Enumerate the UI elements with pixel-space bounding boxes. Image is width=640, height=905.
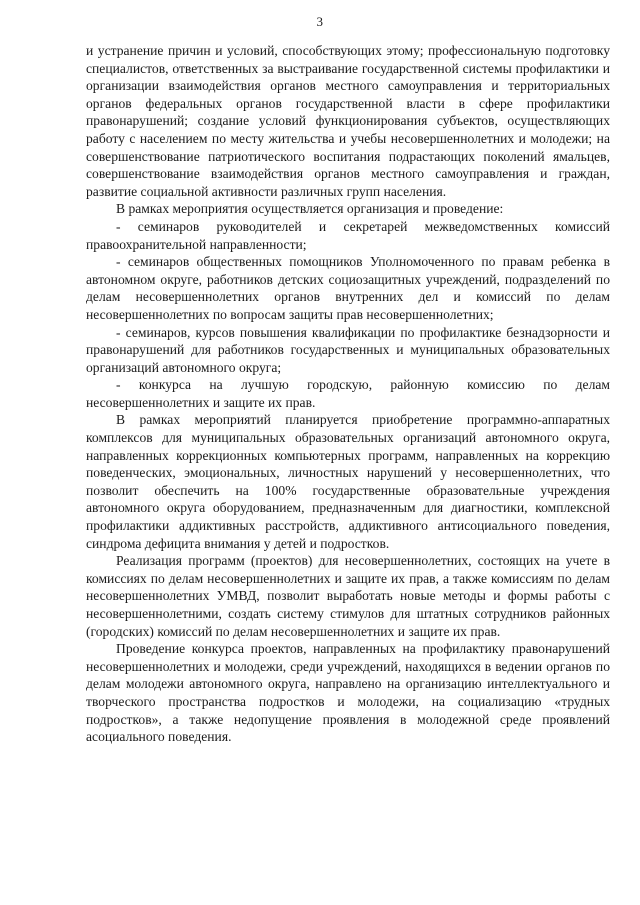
list-item-seminars-assistants: - семинаров общественных помощников Уполномоченного по правам ребенка в автономном округе, работников детских социозащитных учреждений, подразделений по делам несовершеннолетних органов внутренних дел и комиссий по делам несовершеннолетних по вопросам защиты прав несовершеннолетних; xyxy=(86,254,610,322)
list-item-seminars-courses: - семинаров, курсов повышения квалификации по профилактике безнадзорности и правонарушений для работников государственных и муниципальных образовательных организаций автономного округа; xyxy=(86,324,610,375)
paragraph-programs: Реализация программ (проектов) для несовершеннолетних, состоящих на учете в комиссиях по делам несовершеннолетних и защите их прав, а также комиссиям по делам несовершеннолетних УМВД, позволит выработать новые методы и формы работы с несовершеннолетними, создать систему стимулов для штатных сотрудников районных (городских) комиссий по делам несовершеннолетних и защите их прав. xyxy=(86,553,610,639)
list-item-seminars-heads: - семинаров руководителей и секретарей межведомственных комиссий правоохранительной направленности; xyxy=(86,218,610,252)
paragraph-2: В рамках мероприятия осуществляется организация и проведение: xyxy=(116,201,504,217)
page-number: 3 xyxy=(316,14,324,29)
paragraph-contest-projects: Проведение конкурса проектов, направленных на профилактику правонарушений несовершеннолетних и молодежи, среди учреждений, находящихся в ведении органов по делам молодежи автономного округа, направлено на организацию интеллектуального и творческого пространства подростков и молодежи, на социализацию «трудных подростков», а также недопущение проявления в молодежной среде проявлений асоциального поведения. xyxy=(86,641,610,745)
body-text xyxy=(86,42,610,746)
paragraph-1: и устранение причин и условий, способствующих этому; профессиональную подготовку специалистов, ответственных за выстраивание государственной системы профилактики и организации взаимодействия органов местного самоуправления и территориальных органов федеральных органов государственной власти в сфере профилактики правонарушений; создание условий функционирования субъектов, осуществляющих работу с населением по месту жительства и учебы несовершеннолетних и молодежи; на совершенствование патриотического воспитания подрастающих поколений ямальцев, совершенствование взаимодействия органов местного самоуправления и граждан, развитие социальной активности различных групп населения. xyxy=(86,43,610,199)
paragraph-hardware-purchase: В рамках мероприятий планируется приобретение программно-аппаратных комплексов для муниципальных образовательных организаций автономного округа, направленных коррекционных компьютерных программ, направленных на коррекцию поведенческих, эмоциональных, личностных нарушений у несовершеннолетних, что позволит обеспечить на 100% государственные образовательные учреждения автономного округа оборудованием, предназначенным для диагностики, комплексной профилактики аддиктивных расстройств, аддиктивного антисоциального поведения, синдрома дефицита внимания у детей и подростков. xyxy=(86,412,610,551)
list-item-contest-commission: - конкурса на лучшую городскую, районную комиссию по делам несовершеннолетних и защите их прав. xyxy=(86,377,610,410)
